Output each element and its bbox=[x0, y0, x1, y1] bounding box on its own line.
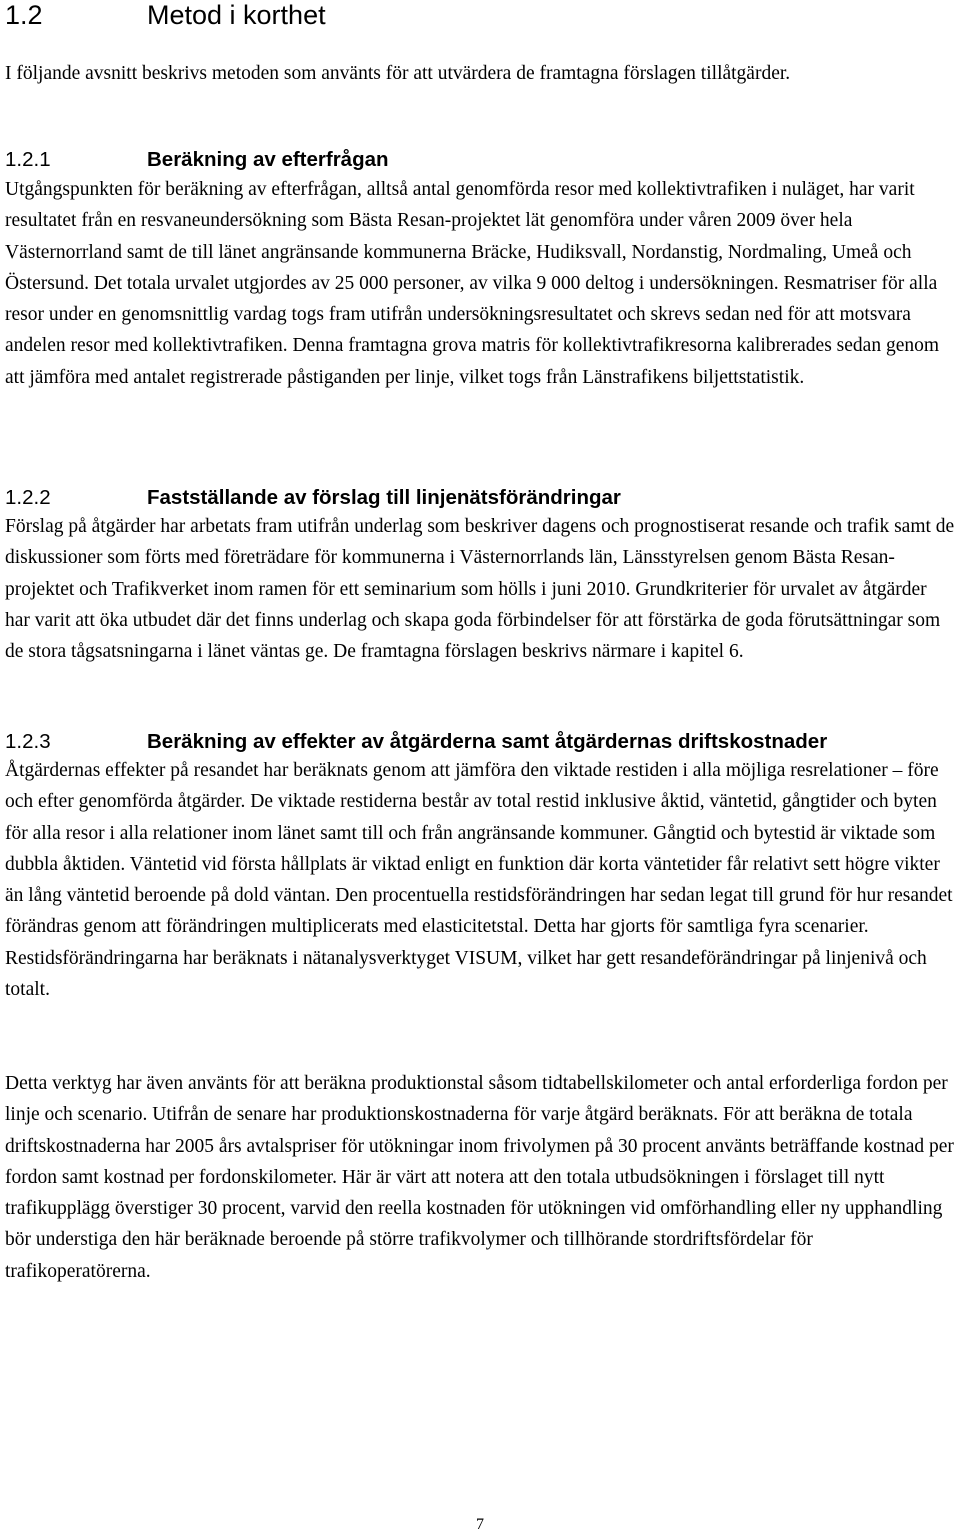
subsection-number: 1.2.1 bbox=[5, 148, 51, 171]
subsection-number: 1.2.2 bbox=[5, 486, 51, 509]
section-intro: I följande avsnitt beskrivs metoden som använts för att utvärdera de framtagna förslagen tillåtgärder. bbox=[5, 63, 791, 84]
paragraph: Utgångspunkten för beräkning av efterfrågan, alltså antal genomförda resor med kollektivtrafiken i nuläget, har varit resultatet från en resvaneundersökning som Bästa Resan-projektet lät genomföra under våren 2009 över hela Västernorrland samt de till länet angränsande kommunerna Bräcke, Hudiksvall, Nordanstig, Nordmaling, Umeå och Östersund. Det totala urvalet utgjordes av 25 000 personer, av vilka 9 000 deltog i undersökningen. Resmatriser för alla resor under en genomsnittlig vardag togs fram utifrån undersökningsresultatet och skrevs sedan ned för att motsvara andelen resor med kollektivtrafiken. Denna framtagna grova matris för kollektivtrafikresorna kalibrerades sedan genom att jämföra med antalet registrerade påstiganden per linje, vilket togs från Länstrafikens biljettstatistik. bbox=[5, 179, 940, 388]
section-number: 1.2 bbox=[5, 0, 43, 30]
paragraph: Förslag på åtgärder har arbetats fram utifrån underlag som beskriver dagens och prognostiserat resande och trafik samt de diskussioner som förts med företrädare för kommunerna i Västernorrlands län, Länsstyrelsen genom Bästa Resan-projektet och Trafikverket inom ramen för ett seminarium som hölls i juni 2010. Grundkriterier för urvalet av åtgärder har varit att öka utbudet där det finns underlag och skapa goda förbindelser för att förstärka de goda förutsättningar som de stora tågsatsningarna i länet väntas ge. De framtagna förslagen beskrivs närmare i kapitel 6. bbox=[5, 516, 955, 663]
paragraph: Åtgärdernas effekter på resandet har beräknats genom att jämföra den viktade restiden i alla möjliga resrelationer – före och efter genomförda åtgärder. De viktade restiderna består av total restid inklusive åktid, väntetid, gångtider och byten för alla resor i alla relationer inom länet samt till och från angränsande kommuner. Gångtid och bytestid är viktade som dubbla åktiden. Väntetid vid första hållplats är viktad enligt en funktion där korta väntetider får relativt sett högre vikter än lång väntetid beroende på dold väntan. Den procentuella restidsförändringen har sedan legat till grund för hur resandet förändras genom att förändringen multiplicerats med elasticitetstal. Detta har gjorts för samtliga fyra scenarier. Restidsförändringarna har beräknats i nätanalysverktyget VISUM, vilket har gett resandeförändringar på linjenivå och totalt. bbox=[5, 760, 953, 1001]
paragraph: Detta verktyg har även använts för att beräkna produktionstal såsom tidtabellskilometer och antal erforderliga fordon per linje och scenario. Utifrån de senare har produktionskostnaderna för varje åtgärd beräknats. För att beräkna de totala driftskostnaderna har 2005 års avtalspriser för utökningar inom frivolymen på 30 procent använts beträffande kostnad per fordon samt kostnad per fordonskilometer. Här är värt att notera att den totala utbudsökningen i förslaget till nytt trafikupplägg överstiger 30 procent, varvid den reella kostnaden för utökningen vid omförhandling eller ny upphandling bör understiga den här beräknade beroende på större trafikvolymer och tillhörande stordriftsfördelar för trafikoperatörerna. bbox=[5, 1073, 954, 1282]
section-heading bbox=[5, 0, 326, 30]
subsection-title: Beräkning av efterfrågan bbox=[147, 148, 389, 171]
subsection-heading bbox=[5, 147, 389, 173]
subsection-title: Beräkning av effekter av åtgärderna samt åtgärdernas driftskostnader bbox=[147, 730, 828, 753]
subsection-heading bbox=[5, 729, 827, 755]
page-number: 7 bbox=[476, 1516, 484, 1533]
subsection-number: 1.2.3 bbox=[5, 730, 51, 753]
subsection-title: Fastställande av förslag till linjenätsförändringar bbox=[147, 486, 621, 509]
section-title: Metod i korthet bbox=[147, 0, 326, 30]
subsection-heading bbox=[5, 485, 621, 511]
